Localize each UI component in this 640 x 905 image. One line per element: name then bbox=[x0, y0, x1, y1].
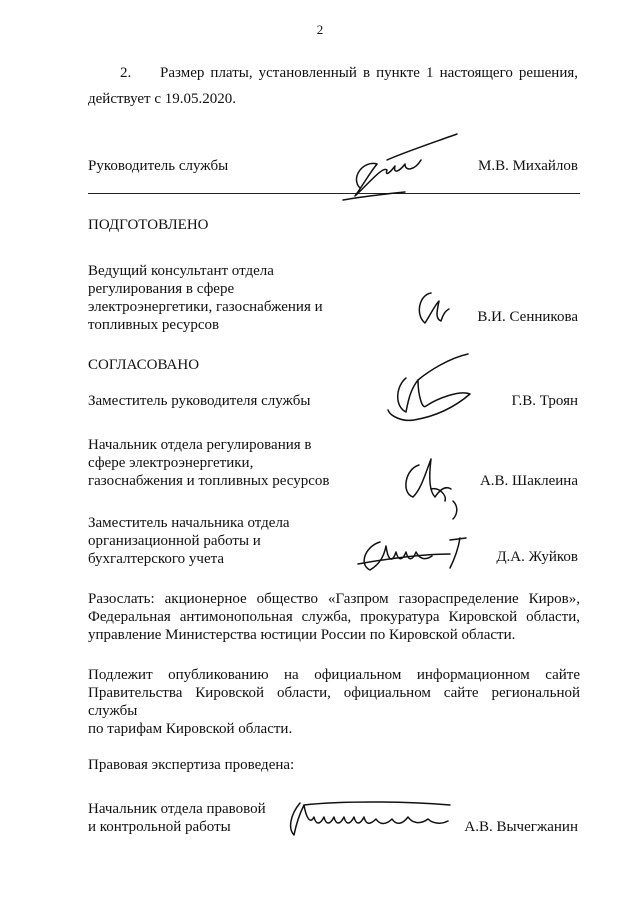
agreed-position-line: бухгалтерского учета bbox=[88, 551, 225, 567]
distribution-line: Федеральная антимонопольная служба, прокуратура Кировской области, bbox=[88, 609, 580, 625]
agreed-signer-1-position bbox=[88, 392, 310, 410]
head-name: М.В. Михайлов bbox=[477, 158, 578, 174]
clause-text-line2: действует с 19.05.2020. bbox=[88, 91, 237, 107]
distribution-block bbox=[88, 590, 580, 644]
legal-position bbox=[88, 800, 266, 836]
legal-statement: Правовая экспертиза проведена: bbox=[88, 757, 295, 773]
agreed-signer-2-position bbox=[88, 436, 330, 490]
publication-block bbox=[88, 666, 580, 738]
legal-position-line: и контрольной работы bbox=[88, 819, 231, 835]
agreed-signer-2-name: А.В. Шаклеина bbox=[479, 473, 578, 489]
prepared-position bbox=[88, 262, 323, 334]
publication-line: Подлежит опубликованию на официальном информационном сайте bbox=[88, 667, 580, 683]
agreed-position-line: Начальник отдела регулирования в bbox=[88, 437, 312, 453]
head-title: Руководитель службы bbox=[88, 158, 229, 174]
agreed-signer-3-name: Д.А. Жуйков bbox=[496, 549, 578, 565]
agreed-position-line: организационной работы и bbox=[88, 533, 261, 549]
agreed-position-line: сфере электроэнергетики, bbox=[88, 455, 254, 471]
prepared-position-line: Ведущий консультант отдела bbox=[88, 263, 274, 279]
distribution-line: управление Министерства юстиции России по Кировской области. bbox=[88, 627, 516, 643]
legal-position-line: Начальник отдела правовой bbox=[88, 801, 266, 817]
agreed-signer-3-signature bbox=[350, 530, 475, 580]
prepared-signature bbox=[405, 285, 455, 335]
head-signature bbox=[325, 130, 465, 205]
legal-signature bbox=[280, 795, 465, 845]
page-number: 2 bbox=[316, 22, 324, 37]
prepared-position-line: регулирования в сфере bbox=[88, 281, 235, 297]
publication-line: Правительства Кировской области, официальном сайте региональной службы bbox=[88, 685, 580, 719]
clause-number: 2. bbox=[120, 65, 132, 81]
agreed-signer-3-position bbox=[88, 514, 290, 568]
agreed-signer-2-signature bbox=[395, 445, 470, 525]
legal-name: А.В. Вычегжанин bbox=[464, 819, 578, 835]
prepared-position-line: электроэнергетики, газоснабжения и bbox=[88, 299, 323, 315]
agreed-position-line: Заместитель руководителя службы bbox=[88, 393, 311, 409]
agreed-heading: СОГЛАСОВАНО bbox=[88, 357, 200, 373]
agreed-signer-1-signature bbox=[378, 350, 478, 430]
clause-text-line1: Размер платы, установленный в пункте 1 настоящего решения, bbox=[160, 65, 578, 81]
agreed-position-line: Заместитель начальника отдела bbox=[88, 515, 290, 531]
agreed-position-line: газоснабжения и топливных ресурсов bbox=[88, 473, 330, 489]
distribution-line: Разослать: акционерное общество «Газпром газораспределение Киров», bbox=[88, 591, 580, 607]
prepared-name: В.И. Сенникова bbox=[477, 309, 578, 325]
prepared-position-line: топливных ресурсов bbox=[88, 317, 220, 333]
prepared-heading: ПОДГОТОВЛЕНО bbox=[88, 217, 209, 233]
publication-line: по тарифам Кировской области. bbox=[88, 721, 293, 737]
agreed-signer-1-name: Г.В. Троян bbox=[511, 393, 578, 409]
